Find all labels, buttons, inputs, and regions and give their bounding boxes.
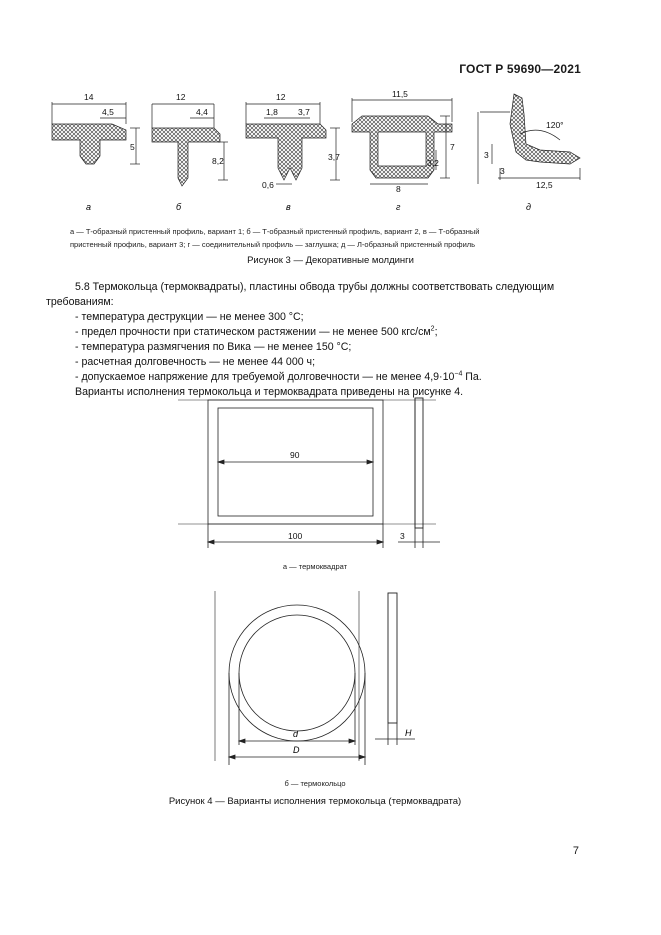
fig3v-height-text: 3,7 (328, 152, 340, 162)
fig3b-height-text: 8,2 (212, 156, 224, 166)
requirement-item: - допускаемое напряжение для требуемой долговечности — не менее $4,9\cdot 10^{-4}$ Па. (75, 370, 482, 383)
fig3g-width2-text: 8 (396, 184, 401, 194)
section-outro: Варианты исполнения термокольца и термоквадрата приведены на рисунке 4. (75, 386, 464, 398)
fig3b-width-text: 12 (176, 92, 186, 102)
fig3v-width2-text: 3,7 (298, 107, 310, 117)
fig3-label-g: г (396, 202, 401, 212)
fig3d-height1-text: 3 (484, 150, 489, 160)
requirement-item: - расчетная долговечность — не менее 44 000 ч; (75, 356, 316, 368)
figure-3-legend-line1: а — Т-образный пристенный профиль, вариант 1; б — Т-образный пристенный профиль, вариант 2, в — Т-образный (70, 227, 480, 236)
fig3b-width2-text: 4,4 (196, 107, 208, 117)
fig3v-width-text: 12 (276, 92, 286, 102)
document-code: ГОСТ Р 59690—2021 (459, 62, 581, 76)
figure-4b-drawing (205, 585, 435, 770)
fig3-label-d: д (526, 202, 531, 212)
figure-3-caption: Рисунок 3 — Декоративные молдинги (247, 255, 414, 266)
figure-3-legend (70, 225, 590, 251)
fig3d-width-text: 12,5 (536, 180, 553, 190)
figure-4a-drawing (170, 390, 450, 550)
fig4a-inner-text: 90 (290, 450, 300, 460)
section-intro-line2: требованиям: (46, 296, 114, 308)
figure-4b-caption: б — термокольцо (284, 779, 346, 788)
fig4b-inner-text: d (293, 729, 299, 739)
fig3-label-b: б (176, 202, 182, 212)
fig4a-outer-text: 100 (288, 531, 303, 541)
page-number: 7 (572, 845, 579, 857)
fig3d-angle-text: 120° (546, 120, 564, 130)
fig3g-height2-text: 3,2 (427, 158, 439, 168)
figure-4-caption: Рисунок 4 — Варианты исполнения термокольца (термоквадрата) (168, 796, 462, 807)
figure-3-legend-line2: пристенный профиль, вариант 3; г — соединительный профиль — заглушка; д — Л-образный пристенный профиль (70, 240, 476, 249)
fig3a-width2-text: 4,5 (102, 107, 114, 117)
fig3a-width-text: 14 (84, 92, 94, 102)
fig3a-height-text: 5 (130, 142, 135, 152)
section-5-8 (46, 280, 586, 400)
fig3-label-v: в (286, 202, 291, 212)
fig3v-width1-text: 1,8 (266, 107, 278, 117)
requirement-item: - температура размягчения по Вика — не менее 150 °С; (75, 341, 352, 353)
fig3-label-a: а (86, 202, 92, 212)
section-intro-line1: 5.8 Термокольца (термоквадраты), пластины обвода трубы должны соответствовать следующим (75, 281, 555, 293)
fig4a-thickness-text: 3 (400, 531, 405, 541)
fig3g-height1-text: 7 (450, 142, 455, 152)
figure-4a-caption: а — термоквадрат (282, 562, 348, 571)
fig3d-height2-text: 3 (500, 166, 505, 176)
fig4b-outer-text: D (293, 745, 300, 755)
requirement-item: - температура деструкции — не менее 300 °С; (75, 311, 304, 323)
fig3v-bottom-text: 0,6 (262, 180, 274, 190)
requirement-item: - предел прочности при статическом растяжении — не менее 500 кгс/$см^2$; (75, 325, 438, 338)
figure-3-drawing (40, 84, 600, 214)
fig4b-thickness-text: H (405, 728, 412, 738)
fig3g-width-text: 11,5 (392, 89, 408, 99)
